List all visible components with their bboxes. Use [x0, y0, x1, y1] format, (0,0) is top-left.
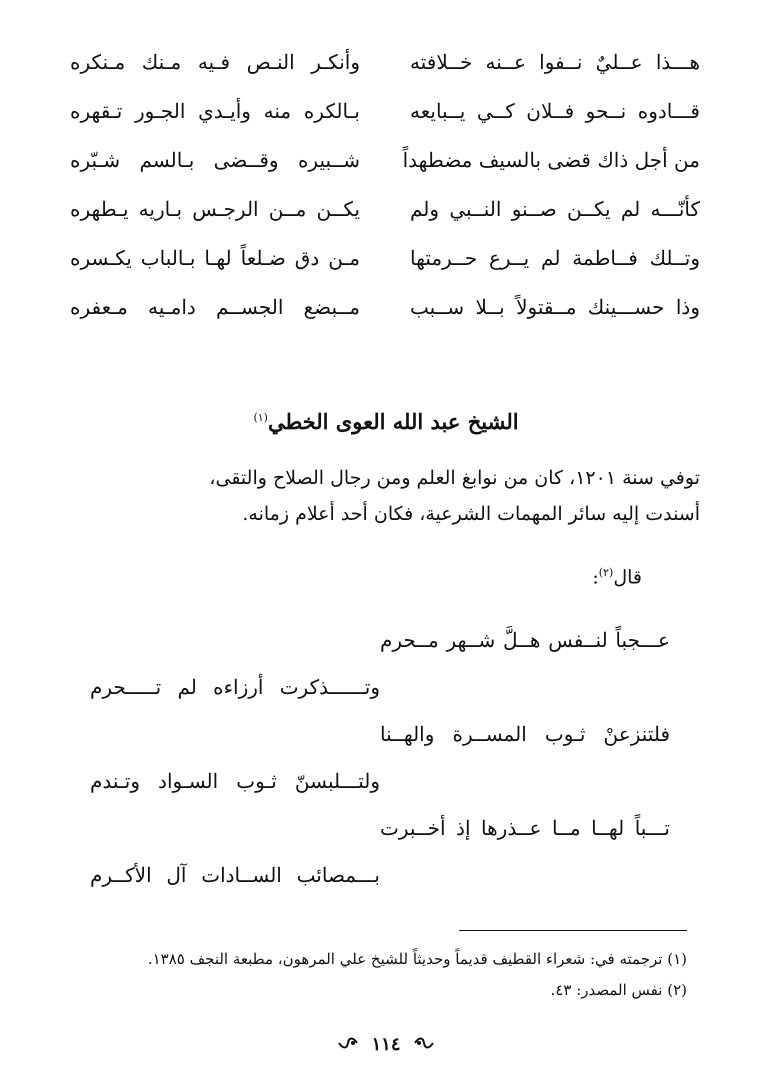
footnote: (٢) نفس المصدر: ٤٣.	[550, 981, 687, 999]
section-heading-text: الشيخ عبد الله العوى الخطي	[267, 409, 519, 434]
said-colon: :	[592, 566, 599, 589]
footnote-divider	[459, 930, 687, 931]
poem-verse	[70, 42, 700, 91]
said-label	[592, 555, 642, 595]
verse-first-hemistich: من أجل ذاك قضى بالسيف مضطهداً	[402, 148, 700, 172]
poem-line-text: تـــباً لهــا مــا عــذرها إذ أخــبرت	[380, 816, 670, 840]
verse-second-hemistich: مــبضع الجســم دامـيه مـعفره	[70, 295, 360, 319]
verse-second-hemistich: شــبيره وقــضى بـالسم شـبّره	[70, 148, 360, 172]
poem-verse	[70, 238, 700, 287]
ornament-left-icon	[337, 1036, 359, 1050]
verse-second-hemistich: بـالكره منه وأيـدي الجـور تـقهره	[70, 99, 360, 123]
poem-verse	[70, 189, 700, 238]
poem-line-text: عـــجباً لنــفس هــلَّ شــهر مــحرم	[380, 628, 670, 652]
page-number	[0, 1032, 772, 1058]
verse-second-hemistich: مـن دق ضـلعاً لهـا بـالباب يكـسره	[70, 246, 360, 270]
poem-line-text: وتــــــذكرت أرزاءه لم تـــــحرم	[90, 675, 380, 699]
verse-first-hemistich: هـــذا عــليٌ نــفوا عــنه خــلافته	[410, 50, 700, 74]
ornament-icon	[413, 1032, 435, 1058]
verse-first-hemistich: وذا حســـينك مــقتولاً بــلا ســبب	[410, 295, 700, 319]
ornament-icon	[337, 1032, 359, 1058]
poem-verse	[70, 91, 700, 140]
poem-line	[90, 714, 680, 761]
ornament-right-icon	[413, 1036, 435, 1050]
footnote-ref: (٢)	[598, 566, 614, 579]
poem-verse	[70, 140, 700, 189]
poem-line	[90, 808, 680, 855]
poem-line	[90, 855, 680, 902]
poem-line	[90, 667, 680, 714]
verse-first-hemistich: وتــلك فــاطمة لم يــرع حــرمتها	[410, 246, 700, 270]
poem-line-text: فلتنزعنْ ثـوب المســرة والهــنا	[380, 722, 670, 746]
verse-second-hemistich: يكــن مــن الرجـس بـاريه يـطهره	[70, 197, 360, 221]
poem-line	[90, 620, 680, 667]
footnote-ref: (١)	[253, 411, 268, 424]
footnotes	[77, 944, 687, 1006]
poem-line	[90, 761, 680, 808]
said-text: قال	[613, 566, 642, 589]
poem-line-text: ولتـــلبسنّ ثـوب السـواد وتـندم	[90, 769, 380, 793]
verse-first-hemistich: قـــادوه نــحو فــلان كــي يــبايعه	[410, 99, 700, 123]
section-heading	[0, 398, 772, 442]
biography-paragraph	[70, 460, 700, 532]
page-number-text: ١١٤	[371, 1034, 401, 1055]
poem-line-text: بـــمصائب الســادات آل الأكــرم	[90, 863, 380, 887]
footnote: (١) ترجمته في: شعراء القطيف قديماً وحديثاً للشيخ علي المرهون، مطبعة النجف ١٣٨٥.	[147, 950, 687, 968]
verse-second-hemistich: وأنكـر النـص فـيه مـنك مـنكره	[70, 50, 360, 74]
poem-verse	[70, 287, 700, 336]
top-poem	[70, 42, 700, 336]
biography-line: توفي سنة ١٢٠١، كان من نوابغ العلم ومن رجال الصلاح والتقى،	[209, 467, 700, 489]
biography-line: أسندت إليه سائر المهمات الشرعية، فكان أحد أعلام زمانه.	[242, 503, 700, 525]
verse-first-hemistich: كأنّـــه لم يكــن صــنو النــبي ولم	[410, 197, 700, 221]
bottom-poem	[90, 620, 680, 902]
